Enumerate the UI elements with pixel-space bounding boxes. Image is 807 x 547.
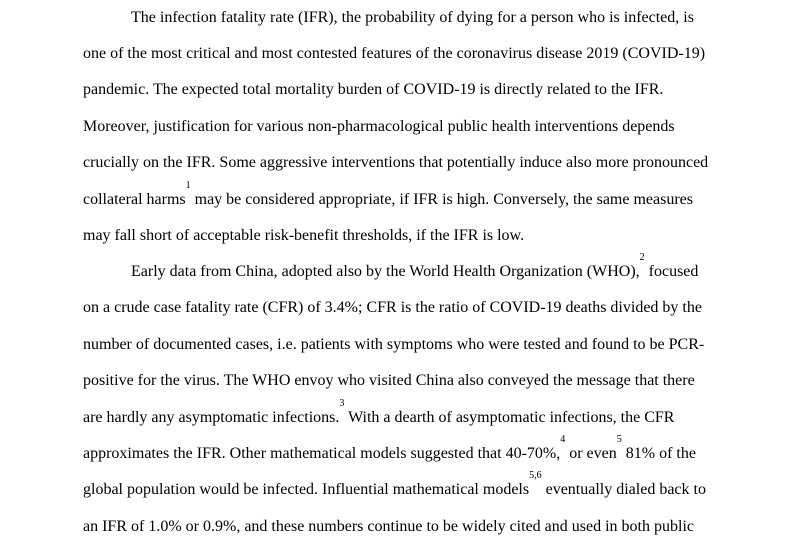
text-line: may fall short of acceptable risk-benefit thresholds, if the IFR is low. xyxy=(83,227,525,244)
footnote-ref: 5 xyxy=(616,434,622,445)
text-line: collateral harms$^1$ may be considered appropriate, if IFR is high. Conversely, the same measures xyxy=(83,180,694,208)
footnote-ref: 2 xyxy=(639,252,645,263)
text-line: are hardly any asymptomatic infections.$^3$ With a dearth of asymptomatic infections, the CFR xyxy=(83,398,675,426)
text-line: number of documented cases, i.e. patients with symptoms who were tested and found to be PCR- xyxy=(83,336,705,353)
text-line: an IFR of 1.0% or 0.9%, and these numbers continue to be widely cited and used in both public xyxy=(83,518,694,535)
footnote-ref: 4 xyxy=(560,434,566,445)
footnote-ref: 3 xyxy=(339,398,345,409)
text-line: one of the most critical and most contested features of the coronavirus disease 2019 (COVID-19) xyxy=(83,45,706,62)
text-line: on a crude case fatality rate (CFR) of 3.4%; CFR is the ratio of COVID-19 deaths divided by the xyxy=(83,299,702,316)
text-line: Moreover, justification for various non-pharmacological public health interventions depends xyxy=(83,118,675,135)
text-line: The infection fatality rate (IFR), the probability of dying for a person who is infected, is xyxy=(131,9,694,26)
text-line: crucially on the IFR. Some aggressive interventions that potentially induce also more pronounced xyxy=(83,154,709,171)
text-line: pandemic. The expected total mortality burden of COVID-19 is directly related to the IFR. xyxy=(83,81,664,98)
text-line: positive for the virus. The WHO envoy who visited China also conveyed the message that there xyxy=(83,372,695,389)
text-line: Early data from China, adopted also by the World Health Organization (WHO),$^2$ focused xyxy=(131,252,699,280)
text-line: approximates the IFR. Other mathematical models suggested that 40-70%,$^4$ or even$^5$ 81% of the xyxy=(83,434,696,462)
footnote-ref: 1 xyxy=(185,180,191,191)
footnote-ref: 5,6 xyxy=(529,470,542,481)
text-line: global population would be infected. Influential mathematical models$^{5,6}$ eventually dialed back to xyxy=(83,470,706,498)
